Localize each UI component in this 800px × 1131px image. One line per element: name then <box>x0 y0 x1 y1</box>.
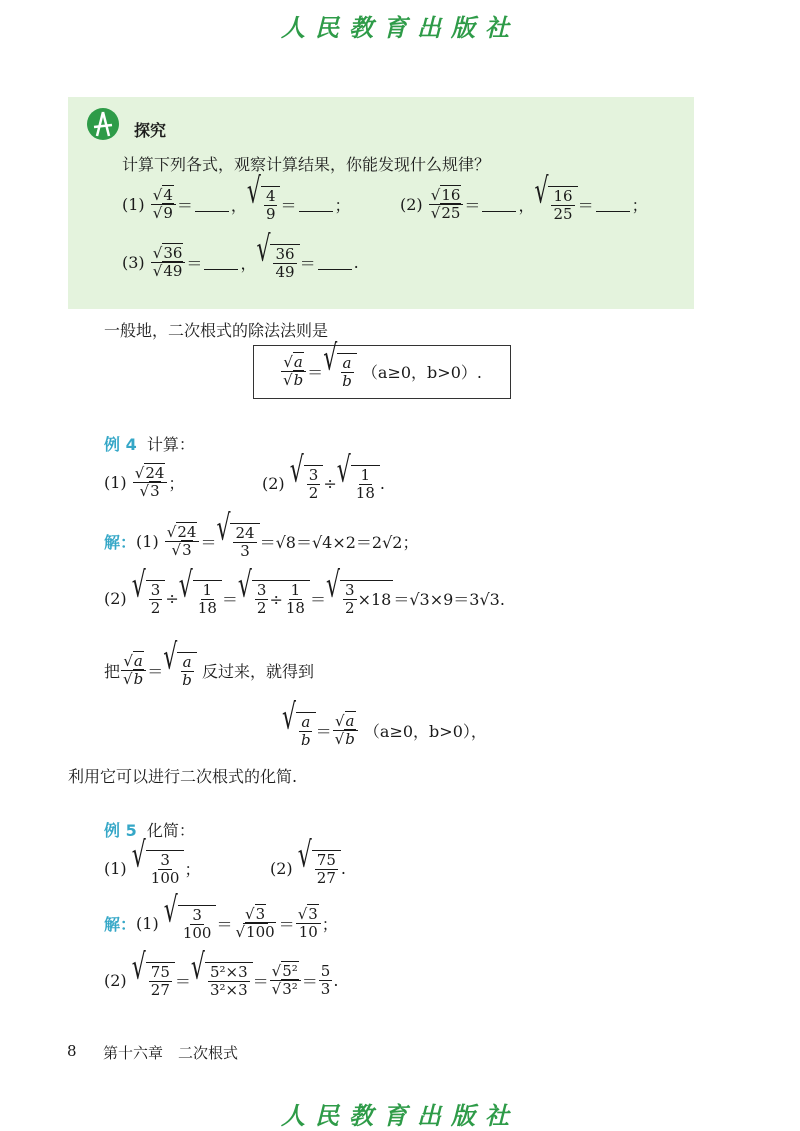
reverse-sentence: 把 √ a √ b ＝ √ $\frac{a}{b}$ 反过来，就得到 <box>104 652 314 688</box>
example5-q2: (2) √ $\frac{75}{27}$ . <box>270 836 346 887</box>
answer-blank <box>195 197 229 212</box>
rule-condition: （a≥0，b>0）. <box>361 362 482 382</box>
example-label: 例 5 <box>104 821 137 840</box>
solution-label: 解： <box>104 914 137 934</box>
explore-problem-1: (1) √ 4 √ 9 ＝ ， √ $\frac{4}{9}$ ＝ ； <box>122 186 351 222</box>
rule-formula: √ a √ b ＝ √ $\frac{a}{b}$ （a≥0，b>0）. <box>280 353 482 389</box>
answer-blank <box>299 197 333 212</box>
compass-icon <box>86 107 120 141</box>
example4-heading: 例 4 计算： <box>104 435 195 454</box>
reverse-use: 利用它可以进行二次根式的化简. <box>68 767 298 786</box>
problem-label: (1) <box>122 194 145 214</box>
example4-solution-1: 解： (1) √ 24 √ 3 ＝ √ $\frac{24}{3}$ ＝√8＝√4×2＝2√2； <box>104 523 418 559</box>
example4-solution-2: (2) √ $\frac{3}{2}$ ÷ √ $\frac{1}{18}$ ＝ √ $\frac{3}{2}$ ÷ $\frac{1}{18}$ ＝ √ $\frac{3}{2}$ ×18 ＝√3×9＝3√3. <box>104 566 505 617</box>
reverse-formula: √ $\frac{a}{b}$ ＝ √ a √ b （a≥0，b>0）， <box>282 712 487 748</box>
answer-blank <box>482 197 516 212</box>
page-number: 8 <box>67 1042 77 1060</box>
example5-solution-1: 解： (1) √ $\frac{3}{100}$ ＝ √ 3 √ 100 ＝ √ $\frac{3}{10}$ ； <box>104 905 338 941</box>
fraction: √ 4 √ 9 <box>151 187 176 221</box>
example4-q2: (2) √ $\frac{3}{2}$ ÷ √ $\frac{1}{18}$ . <box>262 451 385 502</box>
example4-q1: (1) √ 24 √ 3 ； <box>104 465 184 499</box>
explore-title: 探究 <box>134 121 167 140</box>
publisher-header: 人民教育出版社 <box>281 13 519 42</box>
answer-blank <box>596 197 630 212</box>
chapter-title: 第十六章 二次根式 <box>103 1044 239 1062</box>
solution-label: 解： <box>104 532 137 552</box>
publisher-footer: 人民教育出版社 <box>281 1101 519 1130</box>
example5-solution-2: (2) √ $\frac{75}{27}$ ＝ √ $\frac{\text{5²×3}}{\text{3²×3}}$ ＝ √ 5² √ 3² ＝ $\frac{5}{3}$ . <box>104 962 338 998</box>
answer-blank <box>318 255 352 270</box>
example-label: 例 4 <box>104 435 137 454</box>
explore-intro: 计算下列各式，观察计算结果，你能发现什么规律？ <box>122 155 491 174</box>
explore-problem-3: (3) √ 36 √ 49 ＝ ， √ $\frac{36}{49}$ ＝ . <box>122 244 359 280</box>
answer-blank <box>204 255 238 270</box>
sqrt: √ $\frac{4}{9}$ <box>247 186 281 222</box>
explore-problem-2: (2) √ 16 √ 25 ＝ ， √ $\frac{16}{25}$ ＝ ； <box>400 186 648 222</box>
example5-heading: 例 5 化简： <box>104 821 195 840</box>
rule-intro: 一般地，二次根式的除法法则是 <box>104 321 329 340</box>
example5-q1: (1) √ $\frac{3}{100}$ ； <box>104 836 201 887</box>
